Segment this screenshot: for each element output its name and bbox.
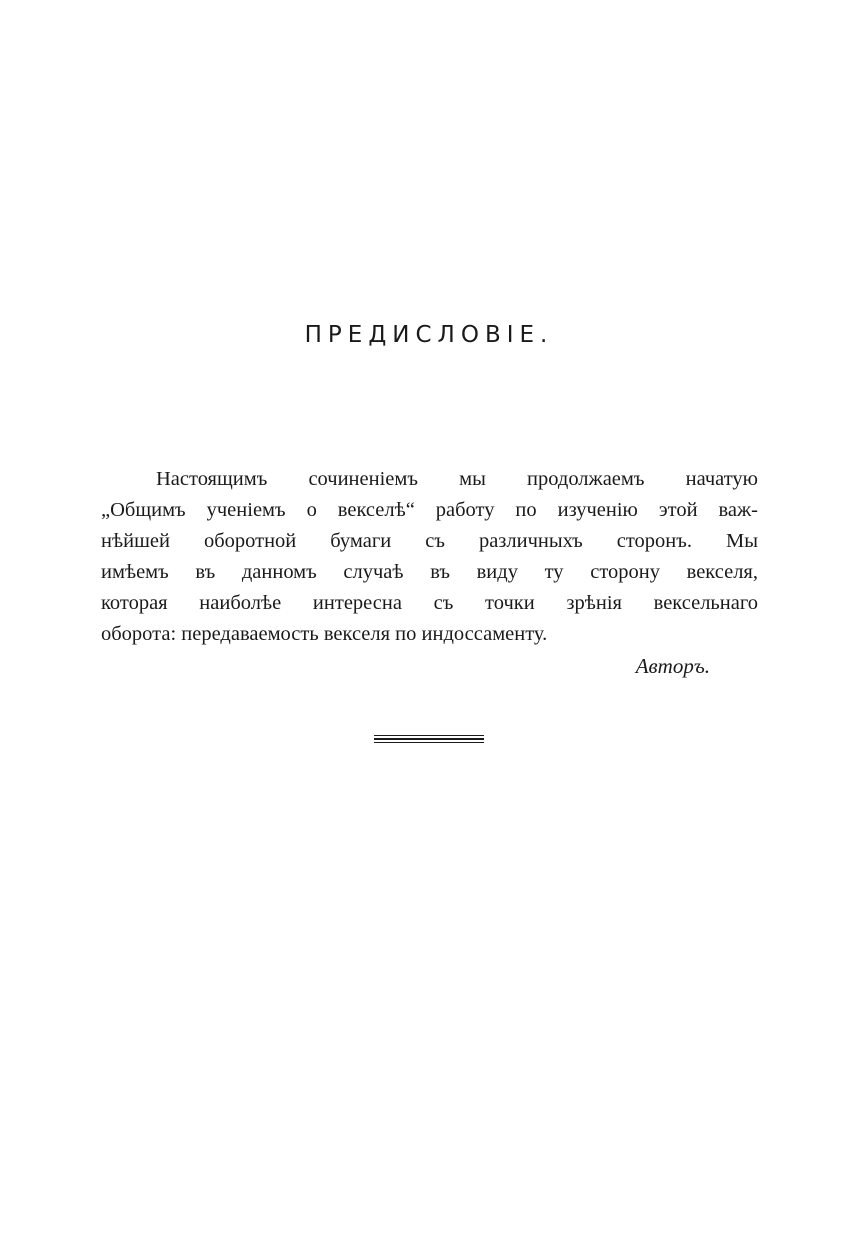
page-title: ПРЕДИСЛОВІЕ. (304, 322, 554, 348)
paragraph-line: оборота: передаваемость векселя по индоссаменту. (101, 623, 548, 645)
paragraph-line: Настоящимъ сочиненіемъ мы продолжаемъ начатую (156, 468, 758, 490)
decorative-divider-line (374, 742, 484, 743)
paragraph-line: имѣемъ въ данномъ случаѣ въ виду ту сторону векселя, (101, 561, 758, 583)
preface-paragraph (101, 464, 758, 650)
decorative-divider-line (374, 735, 484, 736)
author-signature: Авторъ. (635, 654, 710, 678)
paragraph-line: которая наиболѣе интересна съ точки зрѣнія вексельнаго (101, 592, 758, 614)
decorative-divider-line (374, 738, 484, 740)
paragraph-line: нѣйшей оборотной бумаги съ различныхъ сторонъ. Мы (101, 530, 758, 552)
paragraph-line: „Общимъ ученіемъ о векселѣ“ работу по изученію этой важ- (101, 499, 758, 521)
